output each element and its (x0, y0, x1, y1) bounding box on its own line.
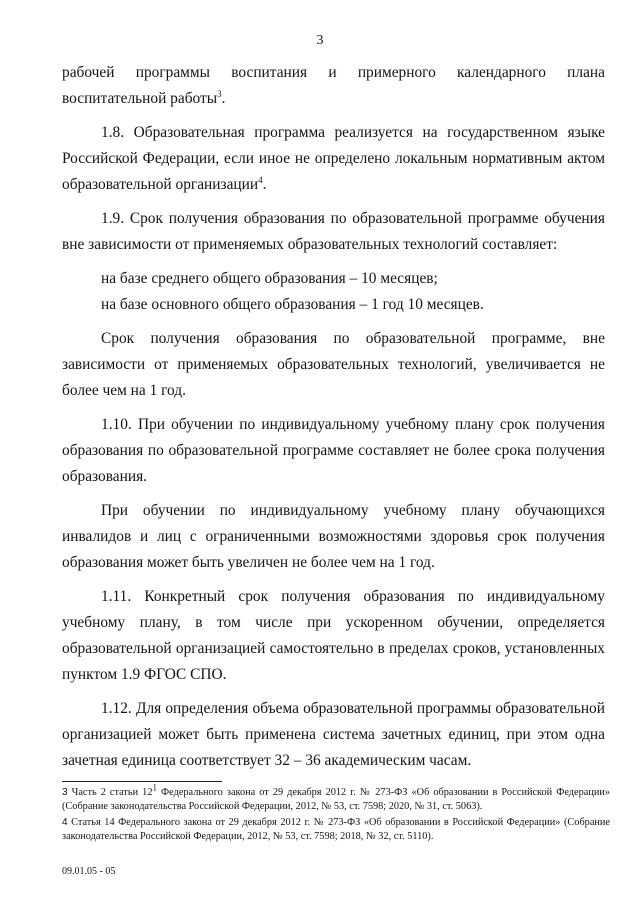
footnote-sup: 1 (152, 782, 157, 793)
paragraph: рабочей программы воспитания и примерного календарного плана воспитательной работы$^3$. (62, 64, 605, 107)
footnote-number: 3 (62, 787, 68, 798)
footnote-text: Часть 2 статьи 12 (71, 787, 153, 798)
paragraph: 1.11. Конкретный срок получения образования по индивидуальному учебному плану, в том числе при ускоренном обучении, определяется образовательной организацией самостоятельно в пределах сроков, установленных пунктом 1.9 ФГОС СПО. (62, 588, 605, 683)
paragraph: 1.12. Для определения объема образовательной программы образовательной организацией может быть применена система зачетных единиц, при этом одна зачетная единица соответствует 32 – 36 академическим часам. (62, 700, 605, 769)
footnote-ref[interactable]: 4 (258, 174, 263, 185)
footnote-text: Статья 14 Федерального закона от 29 декабря 2012 г. № 273-ФЗ «Об образовании в Российской Федерации» (Собрание законодательства Российской Федерации, 2012, № 53, ст. 7598; 2018, № 32, ст. 5110). (62, 817, 610, 842)
paragraph-text: 1.8. Образовательная программа реализуется на государственном языке Российской Федерации, если иное не определено локальным нормативным актом образовательной организации (62, 124, 605, 193)
paragraph: 1.9. Срок получения образования по образовательной программе обучения вне зависимости от применяемых образовательных технологий составляет: (62, 210, 605, 253)
footnote-ref[interactable]: 3 (217, 88, 222, 99)
paragraph: 1.10. При обучении по индивидуальному учебному плану срок получения образования по образовательной программе составляет не более срока получения образования. (62, 416, 605, 485)
footnote-text: Федерального закона от 29 декабря 2012 г. № 273-ФЗ «Об образовании в Российской Федерации» (Собрание законодательства Российской Федерации, 2012, № 53, ст. 7598; 2020, № 31, ст. 5063). (62, 787, 611, 812)
footnotes (62, 782, 611, 846)
paragraph: При обучении по индивидуальному учебному плану обучающихся инвалидов и лиц с ограниченными возможностями здоровья срок получения образования может быть увеличен не более чем на 1 год. (62, 502, 605, 571)
footnote-divider (62, 781, 222, 782)
paragraph: Срок получения образования по образовательной программе, вне зависимости от применяемых образовательных технологий, увеличивается не более чем на 1 год. (62, 330, 605, 399)
document-code: 09.01.05 - 05 (62, 866, 116, 877)
footnote-number: 4 (62, 817, 68, 828)
paragraph: на базе среднего общего образования – 10 месяцев; (101, 270, 438, 287)
footnote (62, 782, 611, 814)
paragraph: на базе основного общего образования – 1 год 10 месяцев. (101, 296, 484, 313)
page-number: 3 (316, 33, 324, 48)
paragraph: 1.8. Образовательная программа реализуется на государственном языке Российской Федерации, если иное не определено локальным нормативным актом образовательной организации$^4$. (62, 124, 605, 193)
document-body (62, 60, 605, 782)
paragraph-text: рабочей программы воспитания и примерного календарного плана воспитательной работы (62, 64, 605, 107)
footnote (62, 816, 610, 844)
